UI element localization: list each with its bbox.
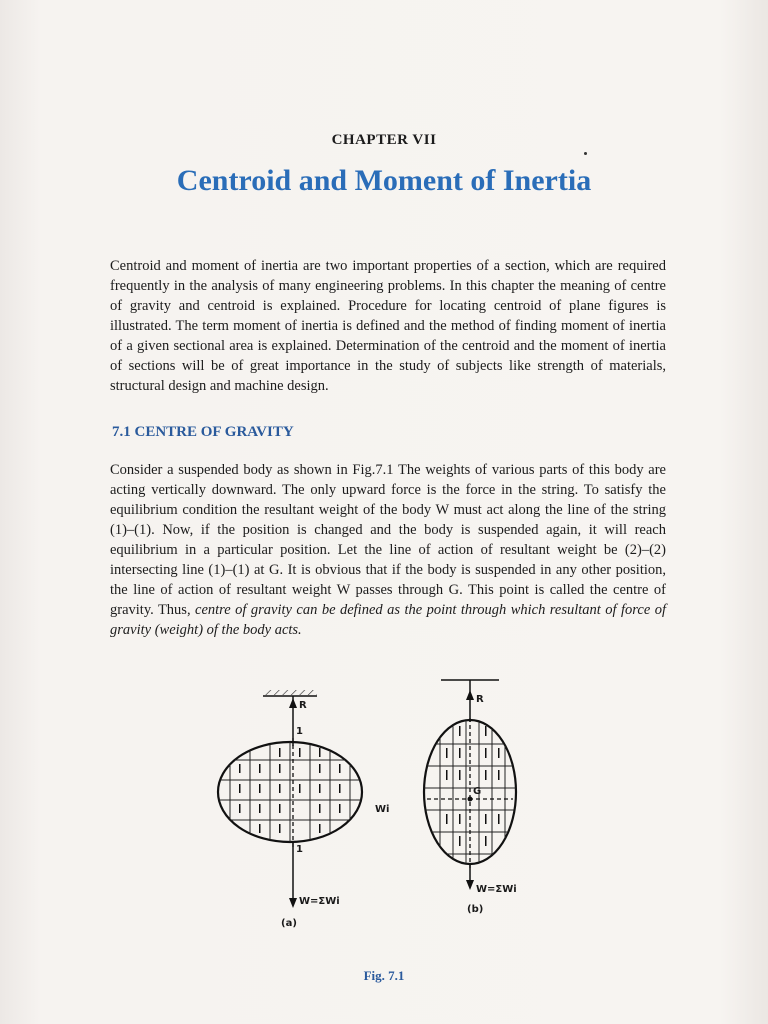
print-speck [584, 152, 587, 155]
section-paragraph [110, 460, 666, 640]
reaction-arrow-b [466, 690, 474, 700]
section-heading: 7.1 CENTRE OF GRAVITY [112, 424, 294, 440]
figure-diagram [195, 672, 555, 942]
section-paragraph-definition: centre of gravity can be defined as the point through which resultant of force of gravity (weight) of the body acts. [110, 602, 666, 638]
line-mark-a: 1 [296, 726, 303, 737]
figure-7-1 [195, 672, 555, 942]
centroid-label: G [473, 786, 482, 797]
panel-b [420, 680, 520, 915]
weight-part-label: Wi [375, 804, 390, 815]
centroid-point [468, 797, 473, 802]
section-paragraph-text: Consider a suspended body as shown in Fig.7.1 The weights of various parts of this body are acting vertically downward. The only upward force is the force in the string. To satisfy the equilibrium condition the resultant weight of the body W must act along the line of the string (1)–(1). Now, if the position is changed and the body is suspended again, it will reach equilibrium in a particular position. Let the line of action of resultant weight be (2)–(2) intersecting line (1)–(1) at G. It is obvious that if the body is suspended in any other position, the line of action of resultant weight W passes through G. This point is called the centre of gravity. Thus, [110, 462, 666, 618]
panel-a-label: (a) [281, 918, 297, 929]
chapter-label: CHAPTER VII [331, 132, 437, 148]
chapter-title: Centroid and Moment of Inertia [176, 164, 592, 197]
panel-a [210, 690, 389, 929]
reaction-label-a: R [299, 700, 307, 711]
figure-caption: Fig. 7.1 [363, 968, 405, 983]
resultant-label-a: W=ΣWi [299, 896, 340, 907]
intro-paragraph: Centroid and moment of inertia are two important properties of a section, which are required frequently in the analysis of many engineering problems. In this chapter the meaning of centre of gravity and centroid is explained. Procedure for locating centroid of plane figures is illustrated. The term moment of inertia is defined and the method of finding moment of inertia of a given sectional area is explained. Determination of the centroid and the moment of inertia of sections will be of great importance in the study of subjects like strength of materials, structural design and machine design. [110, 258, 666, 394]
reaction-label-b: R [476, 694, 484, 705]
weight-arrow-b [466, 880, 474, 890]
weight-arrow-a [289, 898, 297, 908]
ceiling-support-a [263, 690, 317, 695]
panel-b-label: (b) [467, 904, 484, 915]
resultant-label-b: W=ΣWi [476, 884, 517, 895]
line-mark-a-bottom: 1 [296, 844, 303, 855]
reaction-arrow-a [289, 698, 297, 708]
body-grid-a [210, 732, 370, 852]
